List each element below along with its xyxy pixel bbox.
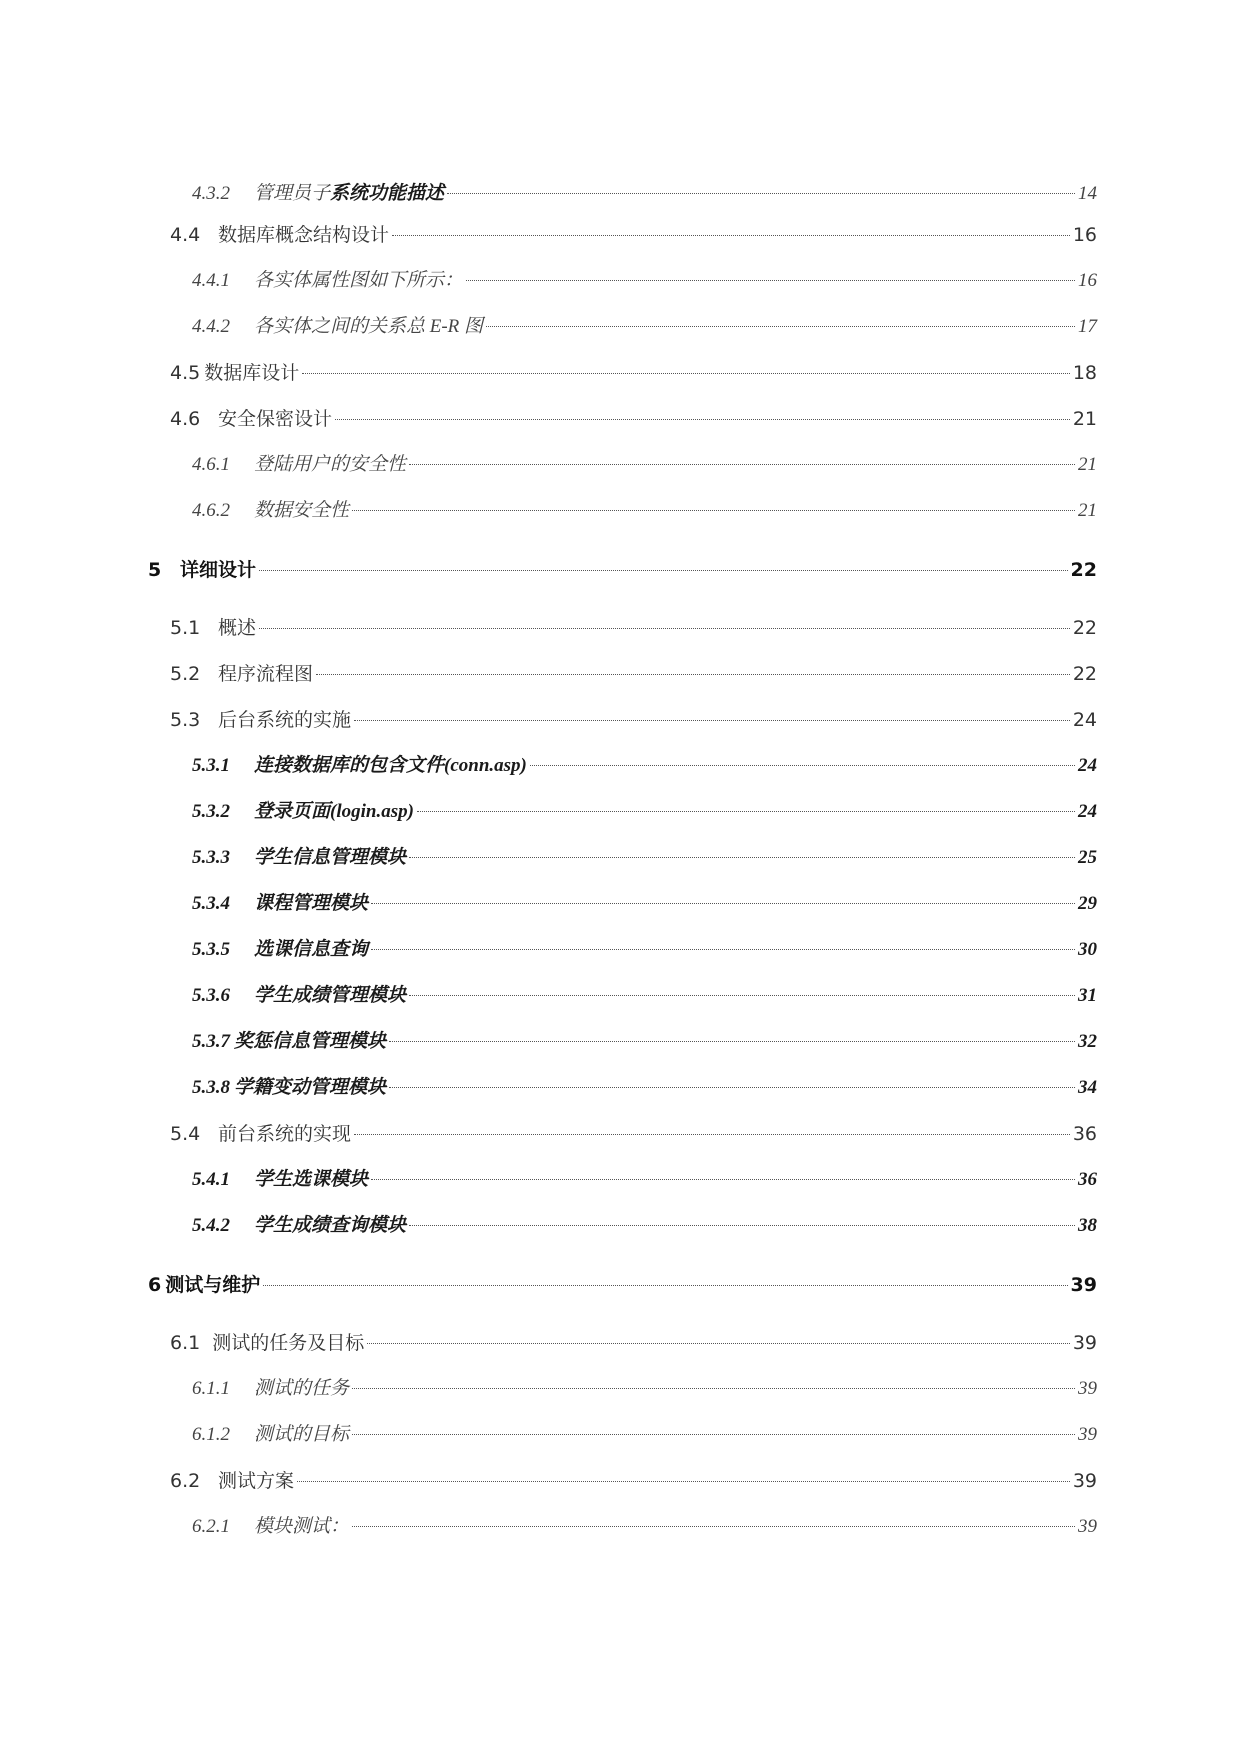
toc-entry-5-3[interactable] bbox=[170, 705, 1097, 735]
dot-leader bbox=[486, 326, 1075, 327]
toc-number: 5.2 bbox=[170, 663, 201, 685]
toc-title: 学籍变动管理模块 bbox=[234, 1077, 387, 1098]
toc-number: 6.2 bbox=[170, 1470, 201, 1492]
toc-page: 39 bbox=[1072, 1332, 1097, 1354]
toc-page: 24 bbox=[1072, 709, 1097, 731]
toc-entry-6-1[interactable] bbox=[170, 1328, 1097, 1358]
toc-entry-4-4-2[interactable] bbox=[192, 312, 1097, 342]
toc-number: 4.5 bbox=[170, 362, 201, 384]
toc-title: 测试方案 bbox=[218, 1470, 295, 1492]
dot-leader bbox=[530, 765, 1075, 766]
dot-leader bbox=[447, 193, 1075, 194]
toc-title: 各实体属性图如下所示： bbox=[254, 270, 464, 291]
toc-page: 16 bbox=[1072, 224, 1097, 246]
toc-page: 32 bbox=[1078, 1031, 1097, 1052]
toc-entry-5-3-8[interactable] bbox=[192, 1073, 1097, 1103]
toc-entry-6[interactable] bbox=[148, 1270, 1097, 1300]
toc-number: 6.1.1 bbox=[192, 1378, 230, 1399]
toc-number: 6.1.2 bbox=[192, 1424, 230, 1445]
toc-page: 16 bbox=[1078, 270, 1097, 291]
toc-entry-4-4-1[interactable] bbox=[192, 266, 1097, 296]
toc-page: 22 bbox=[1072, 617, 1097, 639]
dot-leader bbox=[371, 1179, 1075, 1180]
toc-title: 程序流程图 bbox=[218, 663, 314, 685]
toc-title: 前台系统的实现 bbox=[218, 1123, 352, 1145]
toc-number: 4.4.2 bbox=[192, 316, 230, 337]
toc-number: 5.3.4 bbox=[192, 893, 230, 914]
toc-page: 36 bbox=[1072, 1123, 1097, 1145]
toc-title: 学生成绩查询模块 bbox=[254, 1215, 407, 1236]
toc-title: 安全保密设计 bbox=[218, 408, 333, 430]
toc-title: 登陆用户的安全性 bbox=[254, 454, 407, 475]
toc-entry-5-1[interactable] bbox=[170, 613, 1097, 643]
toc-page: 22 bbox=[1072, 663, 1097, 685]
toc-page: 21 bbox=[1078, 500, 1097, 521]
toc-entry-5-3-3[interactable] bbox=[192, 843, 1097, 873]
toc-entry-5-4-2[interactable] bbox=[192, 1211, 1097, 1241]
toc-title-plain: 管理员子 bbox=[254, 183, 331, 204]
toc-number: 5.4.1 bbox=[192, 1169, 230, 1190]
dot-leader bbox=[352, 1434, 1075, 1435]
dot-leader bbox=[392, 235, 1070, 236]
toc-number: 5.4.2 bbox=[192, 1215, 230, 1236]
toc-page: 18 bbox=[1072, 362, 1097, 384]
toc-title: 课程管理模块 bbox=[254, 893, 369, 914]
toc-number: 5.3.5 bbox=[192, 939, 230, 960]
toc-title: 模块测试： bbox=[254, 1516, 350, 1537]
toc-entry-5-2[interactable] bbox=[170, 659, 1097, 689]
toc-number: 5.4 bbox=[170, 1123, 201, 1145]
toc-title: 数据安全性 bbox=[254, 500, 350, 521]
toc-entry-5-4-1[interactable] bbox=[192, 1165, 1097, 1195]
toc-number: 4.3.2 bbox=[192, 183, 230, 204]
dot-leader bbox=[466, 280, 1075, 281]
toc-number: 5.3.7 bbox=[192, 1031, 230, 1052]
toc-title-bold: 系统功能描述 bbox=[330, 183, 445, 204]
toc-entry-4-5[interactable] bbox=[170, 358, 1097, 388]
dot-leader bbox=[409, 857, 1075, 858]
dot-leader bbox=[259, 570, 1068, 571]
toc-title: 各实体之间的关系总 E-R 图 bbox=[254, 316, 484, 337]
toc-page: 39 bbox=[1070, 1274, 1097, 1296]
toc-page: 39 bbox=[1078, 1516, 1097, 1537]
toc-page: 21 bbox=[1072, 408, 1097, 430]
toc-page: 39 bbox=[1072, 1470, 1097, 1492]
toc-entry-5-3-7[interactable] bbox=[192, 1027, 1097, 1057]
toc-page: 14 bbox=[1078, 183, 1097, 204]
toc-entry-5-3-2[interactable] bbox=[192, 797, 1097, 827]
toc-number: 5 bbox=[148, 559, 162, 581]
toc-number: 6.1 bbox=[170, 1332, 201, 1354]
dot-leader bbox=[389, 1087, 1075, 1088]
toc-page: 29 bbox=[1078, 893, 1097, 914]
toc-page: 24 bbox=[1078, 755, 1097, 776]
toc-page: 30 bbox=[1078, 939, 1097, 960]
toc-number: 5.3.6 bbox=[192, 985, 230, 1006]
toc-entry-6-1-2[interactable] bbox=[192, 1420, 1097, 1450]
toc-number: 5.3.8 bbox=[192, 1077, 230, 1098]
dot-leader bbox=[409, 1225, 1075, 1226]
toc-number: 5.1 bbox=[170, 617, 201, 639]
toc-number: 5.3.1 bbox=[192, 755, 230, 776]
toc-page: 31 bbox=[1078, 985, 1097, 1006]
toc-entry-5[interactable] bbox=[148, 555, 1097, 585]
dot-leader bbox=[352, 510, 1075, 511]
toc-number: 5.3.3 bbox=[192, 847, 230, 868]
dot-leader bbox=[297, 1481, 1070, 1482]
toc-title: 数据库概念结构设计 bbox=[218, 224, 390, 246]
toc-number: 5.3 bbox=[170, 709, 201, 731]
toc-title: 测试的任务 bbox=[254, 1378, 350, 1399]
dot-leader bbox=[259, 628, 1070, 629]
toc-page: 24 bbox=[1078, 801, 1097, 822]
toc-title: 学生选课模块 bbox=[254, 1169, 369, 1190]
toc-title: 测试的目标 bbox=[254, 1424, 350, 1445]
toc-entry-4-6-2[interactable] bbox=[192, 496, 1097, 526]
toc-entry-5-4[interactable] bbox=[170, 1119, 1097, 1149]
toc-page: 39 bbox=[1078, 1424, 1097, 1445]
dot-leader bbox=[354, 720, 1070, 721]
dot-leader bbox=[352, 1388, 1075, 1389]
dot-leader bbox=[354, 1134, 1070, 1135]
toc-entry-5-3-1[interactable] bbox=[192, 751, 1097, 781]
toc-entry-5-3-5[interactable] bbox=[192, 935, 1097, 965]
toc-title: 详细设计 bbox=[180, 559, 257, 581]
toc-page: 36 bbox=[1078, 1169, 1097, 1190]
toc-entry-6-1-1[interactable] bbox=[192, 1374, 1097, 1404]
toc-title: 奖惩信息管理模块 bbox=[234, 1031, 387, 1052]
toc-page: 38 bbox=[1078, 1215, 1097, 1236]
toc-number: 6.2.1 bbox=[192, 1516, 230, 1537]
toc-title: 学生成绩管理模块 bbox=[254, 985, 407, 1006]
toc-entry-6-2-1[interactable] bbox=[192, 1512, 1097, 1542]
toc-entry-5-3-4[interactable] bbox=[192, 889, 1097, 919]
dot-leader bbox=[409, 995, 1075, 996]
dot-leader bbox=[367, 1343, 1070, 1344]
dot-leader bbox=[409, 464, 1075, 465]
toc-page: 25 bbox=[1078, 847, 1097, 868]
toc-title bbox=[254, 179, 444, 209]
toc-title: 学生信息管理模块 bbox=[254, 847, 407, 868]
toc-number: 4.6 bbox=[170, 408, 201, 430]
toc-entry-4-6-1[interactable] bbox=[192, 450, 1097, 480]
dot-leader bbox=[352, 1526, 1075, 1527]
toc-entry-5-3-6[interactable] bbox=[192, 981, 1097, 1011]
toc-title: 后台系统的实施 bbox=[218, 709, 352, 731]
toc-number: 6 bbox=[148, 1274, 162, 1296]
toc-entry-4-4[interactable] bbox=[170, 220, 1097, 250]
toc-title: 连接数据库的包含文件(conn.asp) bbox=[254, 755, 527, 776]
dot-leader bbox=[335, 419, 1070, 420]
toc-page: 21 bbox=[1078, 454, 1097, 475]
toc-title: 测试与维护 bbox=[165, 1274, 261, 1296]
toc-page: 34 bbox=[1078, 1077, 1097, 1098]
toc-title: 选课信息查询 bbox=[254, 939, 369, 960]
toc-entry-4-6[interactable] bbox=[170, 404, 1097, 434]
toc-entry-4-3-2[interactable] bbox=[192, 179, 1097, 209]
dot-leader bbox=[371, 903, 1075, 904]
toc-number: 4.4.1 bbox=[192, 270, 230, 291]
dot-leader bbox=[389, 1041, 1075, 1042]
toc-entry-6-2[interactable] bbox=[170, 1466, 1097, 1496]
toc-number: 5.3.2 bbox=[192, 801, 230, 822]
toc-title: 数据库设计 bbox=[204, 362, 300, 384]
toc-page: 39 bbox=[1078, 1378, 1097, 1399]
toc-page: 22 bbox=[1070, 559, 1097, 581]
dot-leader bbox=[371, 949, 1075, 950]
toc-title: 登录页面(login.asp) bbox=[254, 801, 414, 822]
dot-leader bbox=[417, 811, 1075, 812]
toc-title: 概述 bbox=[218, 617, 257, 639]
toc-page: 17 bbox=[1078, 316, 1097, 337]
toc-number: 4.6.1 bbox=[192, 454, 230, 475]
toc-number: 4.4 bbox=[170, 224, 201, 246]
toc-title: 测试的任务及目标 bbox=[212, 1332, 365, 1354]
dot-leader bbox=[316, 674, 1070, 675]
dot-leader bbox=[302, 373, 1070, 374]
toc-number: 4.6.2 bbox=[192, 500, 230, 521]
dot-leader bbox=[263, 1285, 1067, 1286]
